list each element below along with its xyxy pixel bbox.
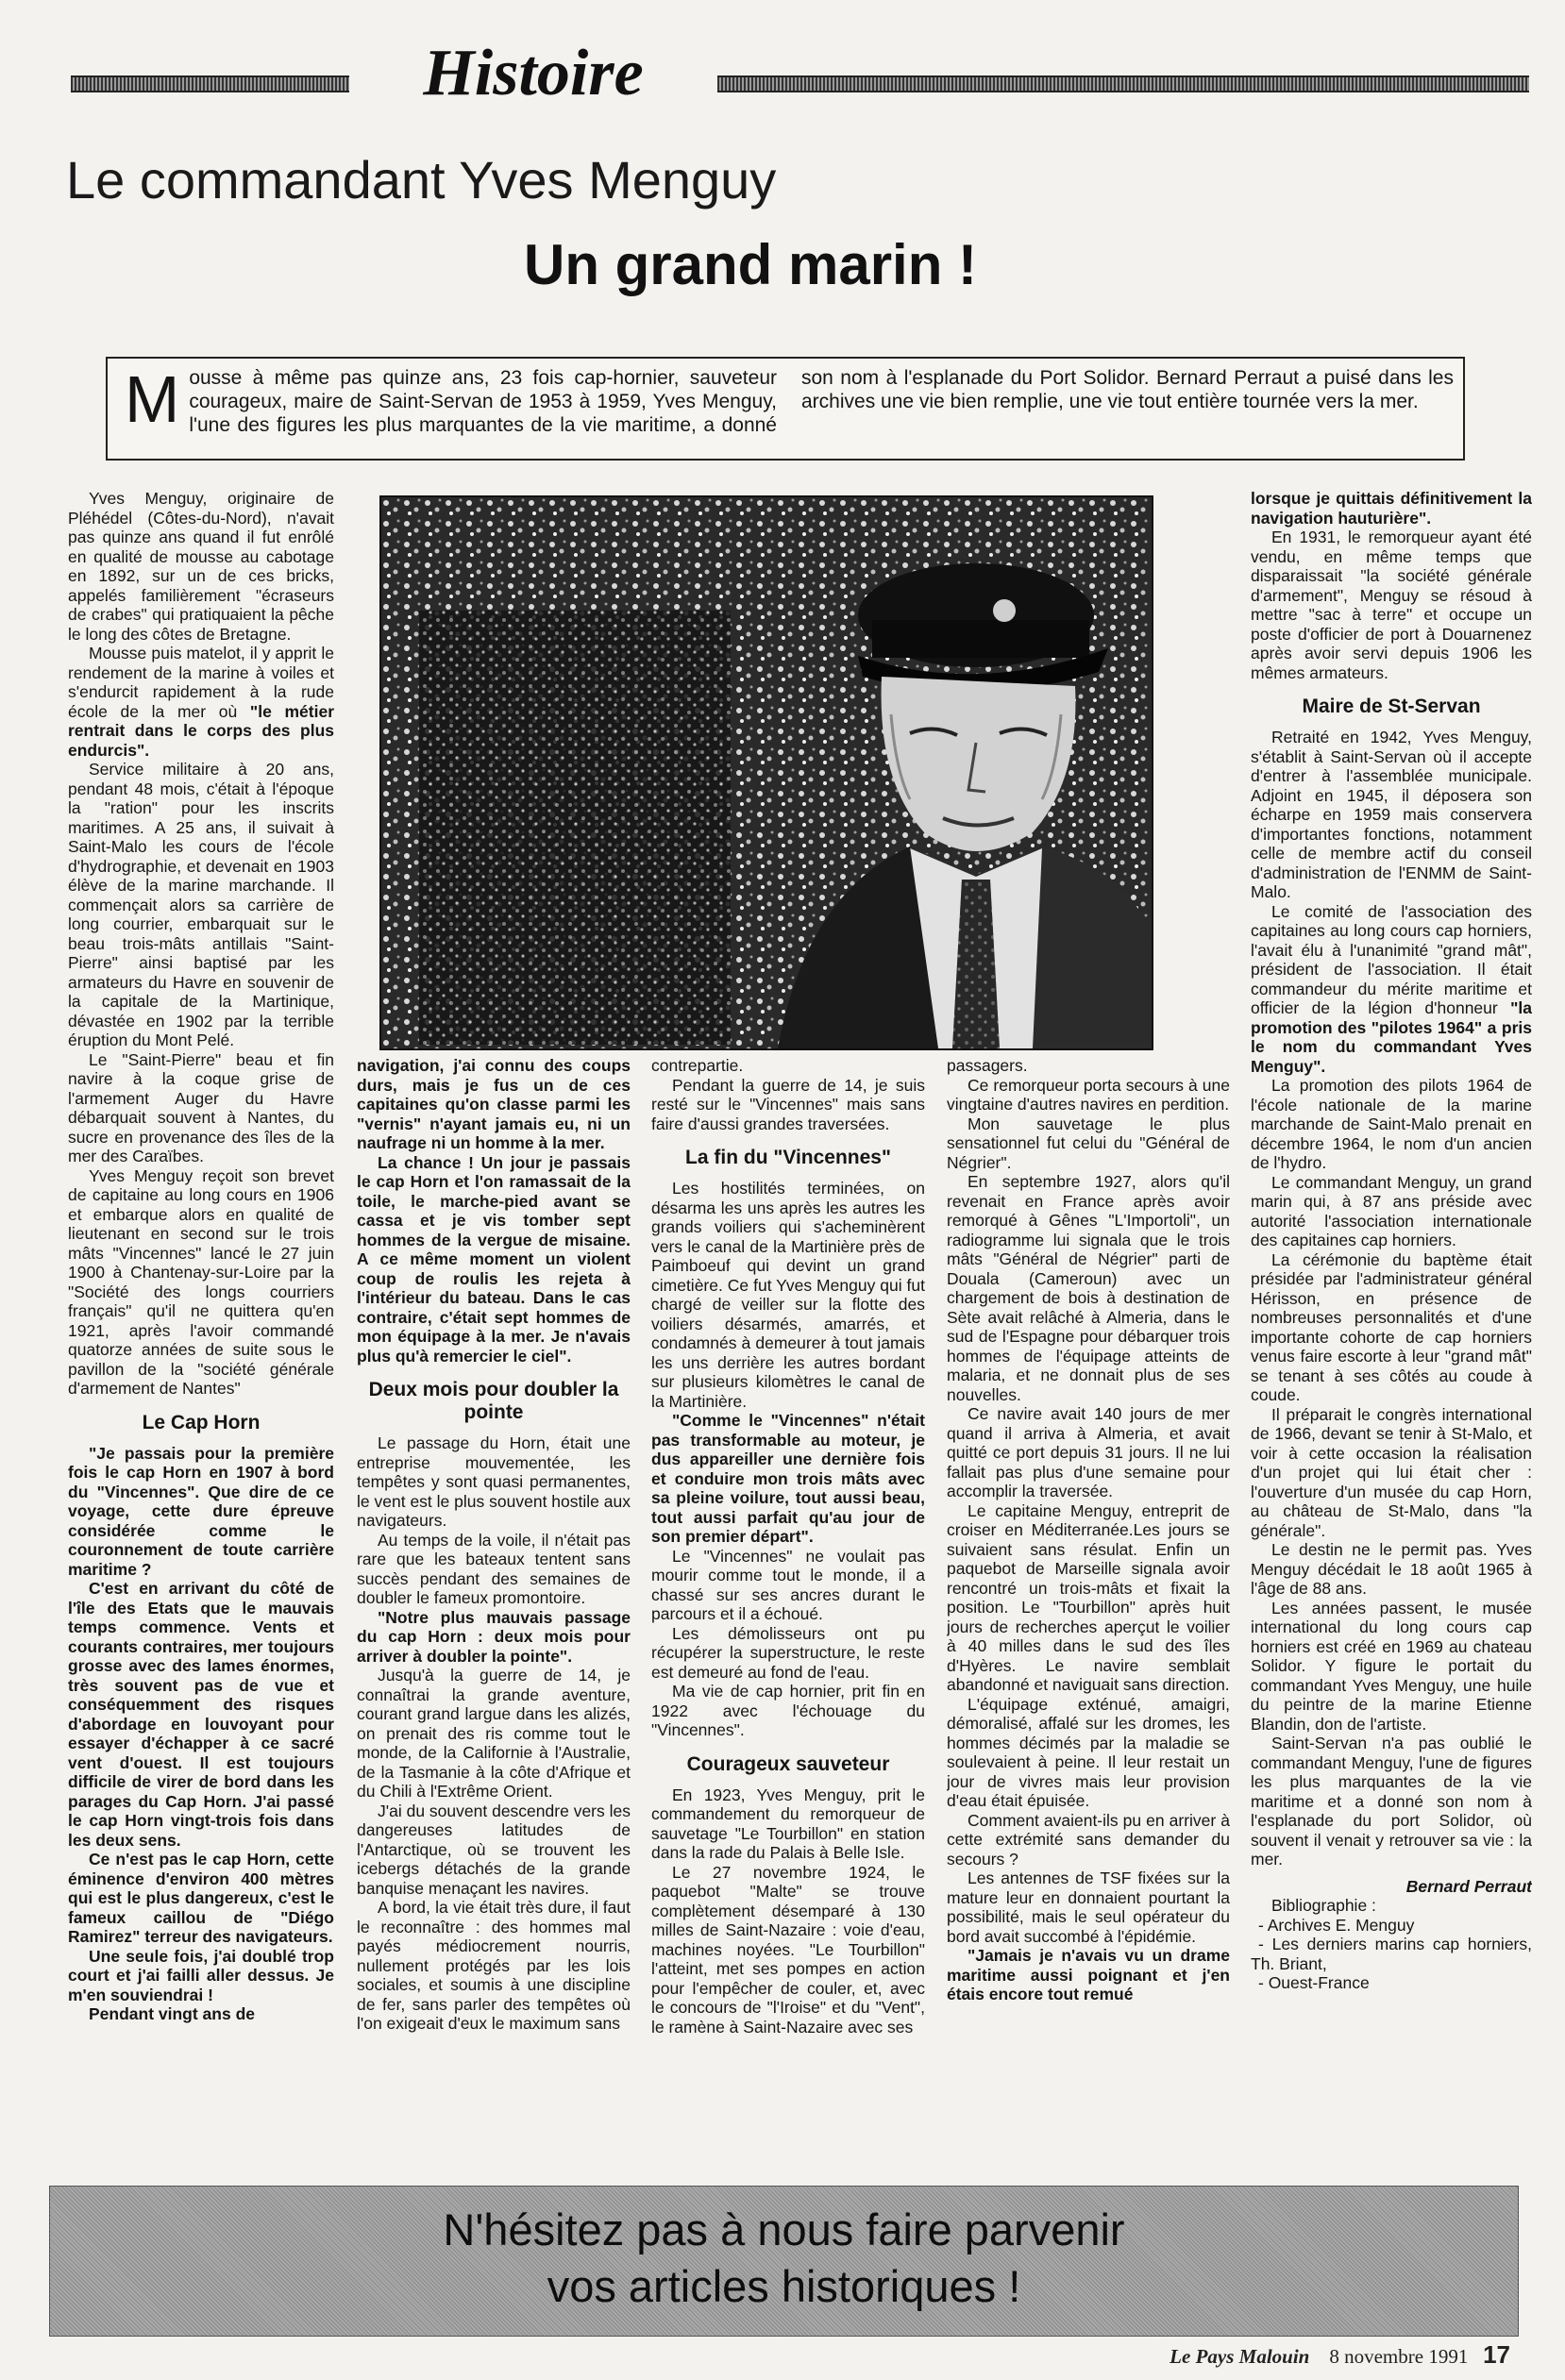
article-column-2 — [357, 1056, 631, 2151]
paragraph: "Notre plus mauvais passage du cap Horn : deux mois pour arriver à doubler la pointe". — [357, 1607, 631, 1666]
subheading: Courageux sauveteur — [686, 1752, 890, 1775]
paragraph: En 1931, le remorqueur ayant été vendu, en même temps que disparaissait "la société générale d'armement", Menguy se résoud à mettre "sac à terre" et occupe un poste d'officier de port à Douarnenez après avoir servi depuis 1906 les mêmes armateurs. — [1251, 528, 1532, 682]
banner-line-1: N'hésitez pas à nous faire parvenir — [443, 2204, 1125, 2254]
bibliography-title: Bibliographie : — [1271, 1896, 1376, 1915]
paragraph: En 1923, Yves Menguy, prit le commandement du remorqueur de sauvetage "Le Tourbillon" en station dans la rade du Palais à Belle Isle. — [651, 1785, 925, 1862]
paragraph: Le destin ne le permit pas. Yves Menguy décédait le 18 août 1965 à l'âge de 88 ans. — [1251, 1540, 1532, 1598]
paragraph: A bord, la vie était très dure, il faut le reconnaître : des hommes mal payés médiocrement nourris, nullement protégés par les lois sociales, et soumis à une discipline de fer, sans parler des tempêtes où l'on exigeait d'eux le maximum sans — [357, 1898, 631, 2033]
publication-name: Le Pays Malouin — [1170, 2345, 1310, 2368]
subheading: La fin du "Vincennes" — [685, 1147, 891, 1168]
paragraph: navigation, j'ai connu des coups durs, mais je fus un de ces capitaines qu'on classe parmi les "vernis" n'ayant jamais eu, ni un naufrage ni un homme à la mer. — [357, 1056, 631, 1152]
paragraph: "Jamais je n'avais vu un drame maritime aussi poignant et j'en étais encore tout remué — [947, 1946, 1230, 2003]
paragraph-quote: "la promotion des "pilotes 1964" a pris le nom du commandant Yves Menguy". — [1251, 998, 1532, 1076]
paragraph: J'ai du souvent descendre vers les dangereuses latitudes de l'Antarctique, où se trouvent les icebergs détachés de la grande banquise menaçant les navires. — [357, 1801, 631, 1898]
article-headline: Le commandant Yves Menguy — [66, 150, 777, 210]
paragraph: Le 27 novembre 1924, le paquebot "Malte" se trouve complètement désemparé à 130 milles de Saint-Nazaire : voie d'eau, machines noyées. "Le Tourbillon" l'atteint, met ses pompes en action pour l'empêcher de couler, et, avec le concours de "l'Iroise" et du "Vent", le ramène à Saint-Nazaire avec ses — [651, 1862, 925, 2036]
paragraph: Le commandant Menguy, un grand marin qui, à 87 ans préside avec autorité l'association internationale des capitaines cap horniers. — [1251, 1172, 1532, 1249]
paragraph — [68, 644, 334, 760]
paragraph: C'est en arrivant du côté de l'île des Etats que le mauvais temps commence. Vents et courants contraires, mer toujours grosse avec des lames énormes, très souvent pas de vue et conséquemment des risques d'abordage en louvoyant pour essayer d'échapper à ce sacré vent d'ouest. Il est toujours difficile de virer de bord dans les parages du Cap Horn. J'ai passé le cap Horn vingt-trois fois dans les deux sens. — [68, 1579, 334, 1850]
portrait-photo — [379, 495, 1153, 1050]
article-column-3 — [651, 1056, 925, 2151]
bibliography-item: - Ouest-France — [1258, 1973, 1370, 1992]
paragraph: Une seule fois, j'ai doublé trop court et j'ai failli aller dessus. Je m'en souviendrai ! — [68, 1946, 334, 2004]
paragraph: Yves Menguy reçoit son brevet de capitaine au long cours en 1906 et embarque alors en qualité de lieutenant en second sur le trois mâts "Vincennes" lancé le 27 juin 1900 à Chantenay-sur-Loire par la "Société des longs courriers français" qu'il ne quittera qu'en 1921, après l'avoir commandé quatorze années de suite sous le pavillon de la "société générale d'armement de Nantes" — [68, 1165, 334, 1398]
paragraph: Retraité en 1942, Yves Menguy, s'établit à Saint-Servan où il accepte d'entrer à l'assemblée municipale. Adjoint en 1945, il déposera son écharpe en 1959 mais conservera d'importantes fonctions, notamment celle de membre actif du conseil d'administration de l'ENMM de Saint-Malo. — [1251, 728, 1532, 901]
paragraph: La cérémonie du baptème était présidée par l'administrateur général Hérisson, en présence de nombreuses personnalités et d'une importante cohorte de cap horniers venus faire escorte à leur "grand mât" se tenant à ses côtés au coude à coude. — [1251, 1249, 1532, 1404]
paragraph-quote: "le métier rentrait dans le corps des plus endurcis". — [68, 701, 334, 760]
paragraph: Service militaire à 20 ans, pendant 48 mois, c'était à l'époque la "ration" pour les inscrits maritimes. A 25 ans, il suivait à Saint-Malo les cours de l'école d'hydrographie, et devenait en 1903 élève de la marine marchande. Il commençait alors sa carrière de long courrier, embarquait sur le beau trois-mâts antillais "Saint-Pierre" ainsi baptisé par les armateurs du Havre en souvenir de la capitale de la Martinique, dévastée en 1902 par la terrible éruption du Mont Pelé. — [68, 760, 334, 1049]
paragraph: Ma vie de cap hornier, prit fin en 1922 avec l'échouage du "Vincennes". — [651, 1682, 925, 1739]
article-column-4 — [947, 1056, 1230, 2151]
author-signature: Bernard Perraut — [1405, 1876, 1532, 1896]
paragraph: Pendant la guerre de 14, je suis resté sur le "Vincennes" mais sans faire d'aussi grandes traversées. — [651, 1075, 925, 1133]
paragraph: lorsque je quittais définitivement la navigation hauturière". — [1251, 489, 1532, 528]
article-column-1 — [68, 489, 334, 2150]
banner-line-2: vos articles historiques ! — [547, 2261, 1021, 2311]
paragraph: Yves Menguy, originaire de Pléhédel (Côtes-du-Nord), n'avait pas quinze ans quand il fut enrôlé en qualité de mousse au cabotage en 1892, sur un de ces bricks, appelés familièrement "écraseurs de crabes" qui pratiquaient la pêche le long des côtes de Bretagne. — [68, 489, 334, 644]
article-column-5 — [1251, 489, 1532, 2150]
paragraph: Le "Saint-Pierre" beau et fin navire à la coque grise de l'armement Auger du Havre débarquait souvent à Nantes, du sucre en provenance des îles de la mer des Caraïbes. — [68, 1049, 334, 1165]
paragraph: Jusqu'à la guerre de 14, je connaîtrai la grande aventure, courant grand largue dans les alizés, on prenait des ris comme tout le monde, de la Californie à l'Australie, de la Tasmanie à la côte d'Afrique et du Chili à l'Extrême Orient. — [357, 1666, 631, 1801]
paragraph: Ce n'est pas le cap Horn, cette éminence d'environ 400 mètres qui est le plus dangereux, c'est le fameux caillou de "Diégo Ramirez" terreur des navigateurs. — [68, 1850, 334, 1946]
paragraph: contrepartie. — [651, 1056, 744, 1075]
paragraph: Comment avaient-ils pu en arriver à cette extrémité sans demander du secours ? — [947, 1810, 1230, 1869]
paragraph: Il préparait le congrès international de 1966, devant se tenir à St-Malo, et voir à cette occasion la réalisation d'un projet qui lui était cher : l'ouverture d'un musée du cap Horn, au château de St-Malo, dans "la générale". — [1251, 1404, 1532, 1540]
bibliography-item: - Archives E. Menguy — [1258, 1915, 1415, 1935]
paragraph: En septembre 1927, alors qu'il revenait en France après avoir remorqué à Gênes "L'Importoli", un radiogramme lui signala que le trois mâts "Général de Négrier" parti de Douala (Cameroun) avec un chargement de bois à destination de Sète avait relâché à Almeria, dans le sud de l'Espagne pour débarquer trois hommes de l'équipage atteints de malaria, et ne donnait plus de ses nouvelles. — [947, 1172, 1230, 1404]
paragraph: "Comme le "Vincennes" n'était pas transformable au moteur, je dus appareiller une dernière fois et conduire mon trois mâts avec sa pleine voilure, tout aussi beau, tout aussi parfait qu'au jour de son premier départ". — [651, 1411, 925, 1546]
paragraph: Ce navire avait 140 jours de mer quand il arriva à Almeria, et avait quitté ce port depuis 31 jours. Il ne lui fallait pas plus d'une semaine pour accomplir la traversée. — [947, 1404, 1230, 1500]
subheading: Deux mois pour doubler la pointe — [368, 1379, 619, 1423]
paragraph: Le capitaine Menguy, entreprit de croiser en Méditerranée.Les jours se suivaient sans résulat. Enfin un paquebot de Marseille signala avoir rencontré un trois-mâts et fixait la position. Le "Tourbillon" après huit jours de recherches aperçut le voilier à 40 milles dans le sud des îles d'Hyères. Le navire semblait abandonné et naviguait sans direction. — [947, 1500, 1230, 1694]
bibliography-item: - Les derniers marins cap horniers, Th. Briant, — [1251, 1935, 1532, 1973]
paragraph: L'équipage exténué, amaigri, démoralisé, affalé sur les dromes, les hommes décimés par la maladie se soulevaient à peine. Il leur restait un jour de vivres mais leur provision d'eau était épuisée. — [947, 1694, 1230, 1810]
lede-dropcap: M — [125, 362, 180, 436]
call-to-action-banner — [49, 2186, 1519, 2337]
subheading: Maire de St-Servan — [1302, 696, 1481, 717]
paragraph: Ce remorqueur porta secours à une vingtaine d'autres navires en perdition. — [947, 1075, 1230, 1114]
lede-text: ousse à même pas quinze ans, 23 fois cap-hornier, sauveteur courageux, maire de Saint-Servan de 1953 à 1959, Yves Menguy, l'une des figures les plus marquantes de la vie maritime, a donné son nom à l'esplanade du Port Solidor. Bernard Perraut a puisé dans les archives une vie bien remplie, une vie tout entière tournée vers la mer. — [189, 367, 1454, 436]
lede-box — [106, 357, 1465, 461]
header-rule-left — [71, 75, 349, 92]
paragraph: Au temps de la voile, il n'était pas rare que les bateaux tentent sans succès pendant des semaines de doubler le fameux promontoire. — [357, 1530, 631, 1607]
header-rule-right — [717, 75, 1529, 92]
paragraph-text: Mousse puis matelot, il y apprit le rendement de la marine à voiles et s'endurcit rapidement à la rude école de la mer où — [68, 644, 334, 721]
portrait-illustration — [381, 497, 1152, 1048]
publication-date: 8 novembre 1991 — [1329, 2345, 1469, 2368]
paragraph-text: Le comité de l'association des capitaines au long cours cap horniers, l'avait élu à l'unanimité "grand mât", président de l'association. Il était commandeur du mérite maritime et officier de la légion d'honneur — [1251, 901, 1532, 1017]
paragraph: passagers. — [947, 1056, 1028, 1075]
page-footer — [1057, 2340, 1510, 2371]
paragraph: "Je passais pour la première fois le cap Horn en 1907 à bord du "Vincennes". Que dire de ce voyage, cette dure épreuve considérée comme le couronnement de toute carrière maritime ? — [68, 1443, 334, 1579]
paragraph: Les antennes de TSF fixées sur la mature leur en donnaient pourtant la possibilité, mais le seul opérateur du bord avait succombé à l'épidémie. — [947, 1869, 1230, 1946]
article-subheadline: Un grand marin ! — [524, 233, 978, 296]
paragraph: Saint-Servan n'a pas oublié le commandant Menguy, l'une de figures les plus marquantes de la vie maritime et a donné son nom à l'esplanade du port Solidor, où souvent il venait y retrouver sa vie : la mer. — [1251, 1734, 1532, 1869]
paragraph: Les hostilités terminées, on désarma les uns après les autres les grands voiliers qui s'acheminèrent vers le canal de la Martinière près de Paimboeuf qui devint un grand cimetière. Ce fut Yves Menguy qui fut chargé de veiller sur la flotte des voiliers désarmés, amarrés, et condamnés à demeurer à tout jamais les uns derrière les autres bordant sur plusieurs kilomètres le canal de la Martinière. — [651, 1179, 925, 1411]
paragraph: Les années passent, le musée international du long cours cap horniers est créé en 1969 au chateau Solidor. Y figure le portait du commandant Yves Menguy, une huile du peintre de la marine Etienne Blandin, don de l'artiste. — [1251, 1598, 1532, 1734]
paragraph: Mon sauvetage le plus sensationnel fut celui du "Général de Négrier". — [947, 1114, 1230, 1172]
page-number: 17 — [1483, 2340, 1510, 2369]
paragraph: Le passage du Horn, était une entreprise mouvementée, les tempêtes y sont quasi permanentes, le vent est le plus souvent hostile aux navigateurs. — [357, 1433, 631, 1530]
paragraph: La chance ! Un jour je passais le cap Horn et l'on ramassait de la toile, le marche-pied avant se cassa et je vis tomber sept hommes de la vergue de misaine. A ce même moment un violent coup de roulis les rejeta à l'intérieur du bateau. Dans le cas contraire, c'était sept hommes de mon équipage à la mer. Je n'avais plus qu'à remercier le ciel". — [357, 1152, 631, 1366]
paragraph: La promotion des pilots 1964 de l'école nationale de la marine marchande de Saint-Malo prenait en décembre 1964, le nom d'un ancien de l'hydro. — [1251, 1076, 1532, 1172]
section-title: Histoire — [423, 37, 644, 109]
paragraph: Le "Vincennes" ne voulait pas mourir comme tout le monde, il a chassé sur ses ancres durant le parcours et il a échoué. — [651, 1546, 925, 1623]
paragraph: Pendant vingt ans de — [89, 2004, 255, 2023]
paragraph — [1251, 902, 1532, 1077]
subheading: Le Cap Horn — [142, 1411, 261, 1433]
paragraph: Les démolisseurs ont pu récupérer la superstructure, le reste est demeuré au fond de l'eau. — [651, 1623, 925, 1682]
